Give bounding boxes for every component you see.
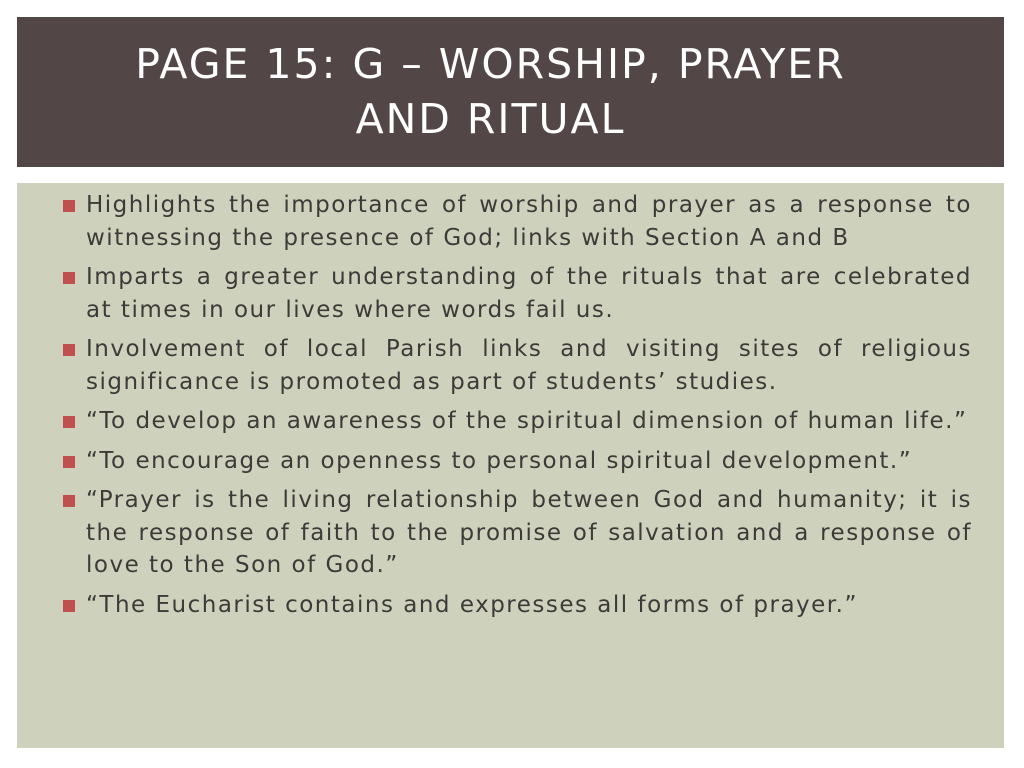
bullet-item [62,484,972,582]
bullet-item [62,589,972,622]
bullet-list [62,189,972,628]
bullet-item [62,405,972,438]
content-area [17,183,1004,748]
square-bullet-icon [63,416,75,428]
bullet-item [62,261,972,326]
square-bullet-icon [63,272,75,284]
bullet-text: Imparts a greater understanding of the rituals that are celebrated at times in our lives where words fail us. [86,264,972,323]
square-bullet-icon [63,600,75,612]
bullet-text: “To develop an awareness of the spiritual dimension of human life.” [86,408,968,434]
slide-title: PAGE 15: G – WORSHIP, PRAYER AND RITUAL [135,40,846,143]
bullet-text: “To encourage an openness to personal spiritual development.” [86,447,913,474]
square-bullet-icon [63,200,75,212]
square-bullet-icon [63,495,75,507]
bullet-item [62,333,972,398]
bullet-text: Involvement of local Parish links and visiting sites of religious significance is promoted as part of students’ studies. [86,336,972,395]
bullet-text: “Prayer is the living relationship between God and humanity; it is the response of faith to the promise of salvation and a response of love to the Son of God.” [86,487,972,578]
bullet-text: Highlights the importance of worship and prayer as a response to witnessing the presence of God; links with Section A and B [86,192,972,251]
bullet-item [62,445,972,478]
square-bullet-icon [63,344,75,356]
square-bullet-icon [63,456,75,468]
bullet-text: “The Eucharist contains and expresses all forms of prayer.” [86,591,858,618]
title-bar [17,17,1004,167]
bullet-item [62,189,972,254]
